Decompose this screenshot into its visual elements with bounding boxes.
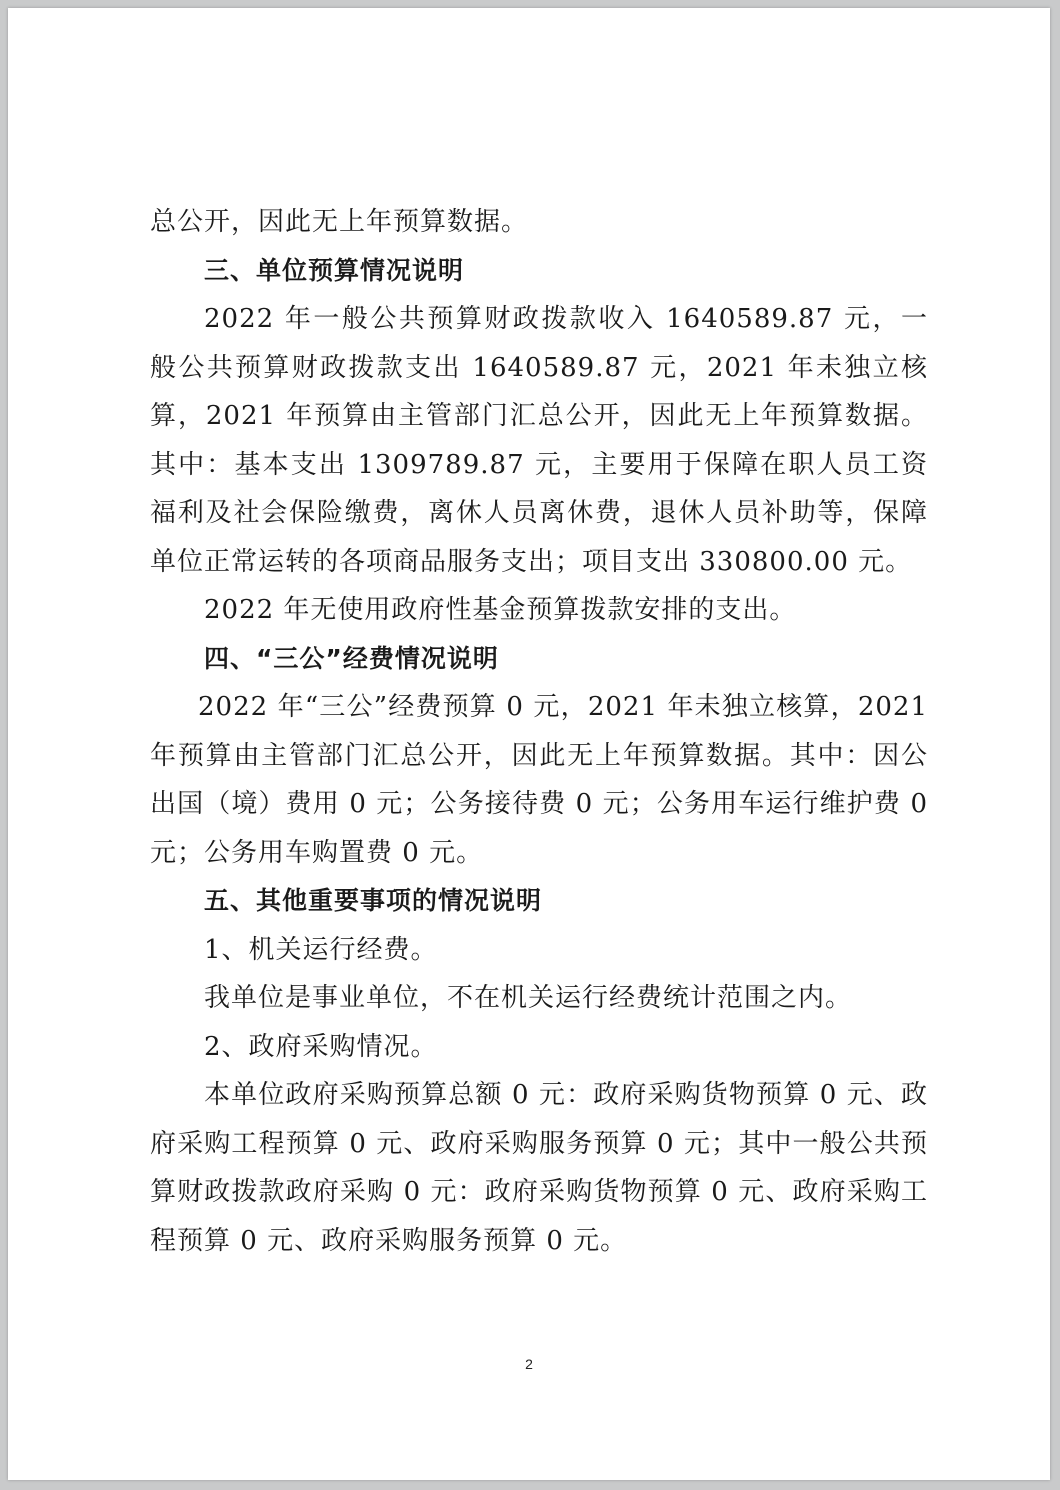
- paragraph-gov-fund: 2022 年无使用政府性基金预算拨款安排的支出。: [204, 595, 797, 625]
- paragraph-item-2: 2、政府采购情况。: [204, 1031, 438, 1062]
- paragraph-item-1-detail: 我单位是事业单位，不在机关运行经费统计范围之内。: [204, 983, 853, 1013]
- section-heading-3: 三、单位预算情况说明: [204, 255, 465, 285]
- paragraph-three-public: 2022 年“三公”经费预算 0 元，2021 年未独立核算，2021 年预算由主管部门汇总公开，因此无上年预算数据。其中：因公出国（境）费用 0 元；公务接待费 0 元；公务用车运行维护费 0 元；公务用车购置费 0 元。: [150, 692, 928, 868]
- document-body: [150, 198, 928, 1265]
- paragraph-continuation: 总公开，因此无上年预算数据。: [150, 207, 529, 237]
- page-number: 2: [525, 1356, 533, 1372]
- section-heading-5: 五、其他重要事项的情况说明: [204, 886, 543, 915]
- paragraph-budget-summary: 2022 年一般公共预算财政拨款收入 1640589.87 元，一般公共预算财政拨款支出 1640589.87 元，2021 年未独立核算，2021 年预算由主管部门汇总公开，因此无上年预算数据。其中：基本支出 1309789.87 元，主要用于保障在职人员工资福利及社会保险缴费，离休人员离休费，退休人员补助等，保障单位正常运转的各项商品服务支出；项目支出 330800.00 元。: [150, 304, 928, 577]
- paragraph-item-1: 1、机关运行经费。: [204, 934, 438, 965]
- paragraph-item-2-detail: 本单位政府采购预算总额 0 元：政府采购货物预算 0 元、政府采购工程预算 0 元、政府采购服务预算 0 元；其中一般公共预算财政拨款政府采购 0 元：政府采购货物预算 0 元、政府采购工程预算 0 元、政府采购服务预算 0 元。: [150, 1080, 928, 1256]
- document-page: [8, 8, 1050, 1480]
- section-heading-4: 四、“三公”经费情况说明: [204, 643, 499, 673]
